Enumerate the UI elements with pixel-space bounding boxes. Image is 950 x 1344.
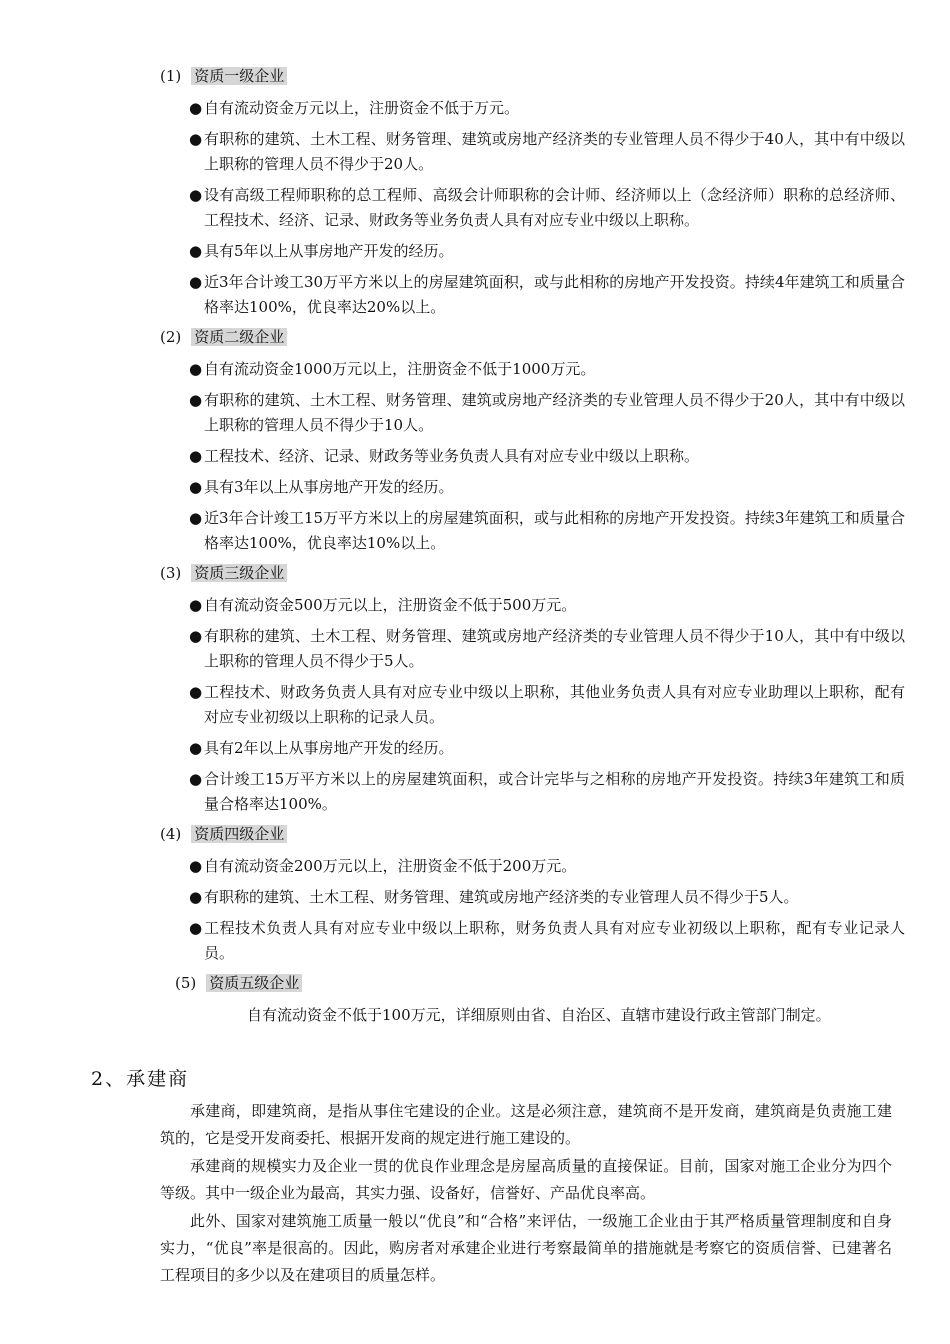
section-title: 资质二级企业 [191,328,287,346]
bullet-icon: ● [189,683,203,701]
bullet-icon: ● [189,242,203,260]
section-heading-2 [160,326,287,348]
section-title: 资质五级企业 [206,974,302,992]
bullet-icon: ● [189,739,203,757]
list-item: ● 具有3年以上从事房地产开发的经历。 [189,475,905,500]
list-item: ● 合计竣工15万平方米以上的房屋建筑面积，或合计完毕与之相称的房地产开发投资。持续3年建筑工和质量合格率达100%。 [189,767,905,817]
bullet-icon: ● [189,478,203,496]
section-title: 资质三级企业 [191,564,287,582]
bullet-icon: ● [189,770,203,788]
section-number: (5) [175,974,197,992]
list-item: ● 自有流动资金500万元以上，注册资金不低于500万元。 [189,593,905,618]
bullet-icon: ● [189,596,203,614]
section-number: (4) [160,825,182,843]
section-heading-5 [175,972,302,994]
list-item: ● 有职称的建筑、土木工程、财务管理、建筑或房地产经济类的专业管理人员不得少于10人，其中有中级以上职称的管理人员不得少于5人。 [189,624,905,674]
section-number: (3) [160,564,182,582]
list-item: ● 设有高级工程师职称的总工程师、高级会计师职称的会计师、经济师以上（念经济师）职称的总经济师、工程技术、经济、记录、财政务等业务负责人具有对应专业中级以上职称。 [189,183,905,233]
list-item: ● 工程技术、财政务负责人具有对应专业中级以上职称，其他业务负责人具有对应专业助理以上职称，配有对应专业初级以上职称的记录人员。 [189,680,905,730]
bullet-icon: ● [189,186,203,204]
bullet-icon: ● [189,99,203,117]
list-item: ● 具有2年以上从事房地产开发的经历。 [189,736,905,761]
section-number: (2) [160,328,182,346]
section-title: 资质一级企业 [191,67,287,85]
paragraph: 承建商，即建筑商，是指从事住宅建设的企业。这是必须注意，建筑商不是开发商，建筑商是负责施工建筑的，它是受开发商委托、根据开发商的规定进行施工建设的。 [160,1102,892,1147]
bullet-icon: ● [189,509,203,527]
paragraph: 承建商的规模实力及企业一贯的优良作业理念是房屋高质量的直接保证。目前，国家对施工企业分为四个等级。其中一级企业为最高，其实力强、设备好，信誉好、产品优良率高。 [160,1157,892,1202]
bullet-icon: ● [189,888,203,906]
section-heading-4 [160,823,287,845]
list-item: ● 自有流动资金200万元以上，注册资金不低于200万元。 [189,854,905,879]
list-item: ● 近3年合计竣工15万平方米以上的房屋建筑面积，或与此相称的房地产开发投资。持续3年建筑工和质量合格率达100%，优良率达10%以上。 [189,506,905,556]
section-heading-1 [160,65,287,87]
heading-contractor: 2、承建商 [91,1068,190,1090]
list-item: ● 有职称的建筑、土木工程、财务管理、建筑或房地产经济类的专业管理人员不得少于40人，其中有中级以上职称的管理人员不得少于20人。 [189,127,905,177]
bullet-icon: ● [189,447,203,465]
section-5-text: 自有流动资金不低于100万元，详细原则由省、自治区、直辖市建设行政主管部门制定。 [247,1006,831,1024]
list-item: ● 自有流动资金1000万元以上，注册资金不低于1000万元。 [189,357,905,382]
list-item: ● 自有流动资金万元以上，注册资金不低于万元。 [189,96,905,121]
section-heading-3 [160,562,287,584]
list-item: ● 工程技术负责人具有对应专业中级以上职称，财务负责人具有对应专业初级以上职称，配有专业记录人员。 [189,916,905,966]
section-number: (1) [160,67,182,85]
section-title: 资质四级企业 [191,825,287,843]
paragraph: 此外、国家对建筑施工质量一般以“优良”和“合格”来评估，一级施工企业由于其严格质量管理制度和自身实力，“优良”率是很高的。因此，购房者对承建企业进行考察最简单的措施就是考察它的资质信誉、已建著名工程项目的多少以及在建项目的质量怎样。 [160,1212,892,1284]
bullet-icon: ● [189,857,203,875]
bullet-icon: ● [189,919,203,937]
bullet-icon: ● [189,360,203,378]
bullet-icon: ● [189,130,203,148]
bullet-icon: ● [189,627,203,645]
list-item: ● 具有5年以上从事房地产开发的经历。 [189,239,905,264]
list-item: ● 有职称的建筑、土木工程、财务管理、建筑或房地产经济类的专业管理人员不得少于5人。 [189,885,905,910]
list-item: ● 有职称的建筑、土木工程、财务管理、建筑或房地产经济类的专业管理人员不得少于20人，其中有中级以上职称的管理人员不得少于10人。 [189,388,905,438]
bullet-icon: ● [189,391,203,409]
bullet-icon: ● [189,273,203,291]
list-item: ● 近3年合计竣工30万平方米以上的房屋建筑面积，或与此相称的房地产开发投资。持续4年建筑工和质量合格率达100%，优良率达20%以上。 [189,270,905,320]
list-item: ● 工程技术、经济、记录、财政务等业务负责人具有对应专业中级以上职称。 [189,444,905,469]
